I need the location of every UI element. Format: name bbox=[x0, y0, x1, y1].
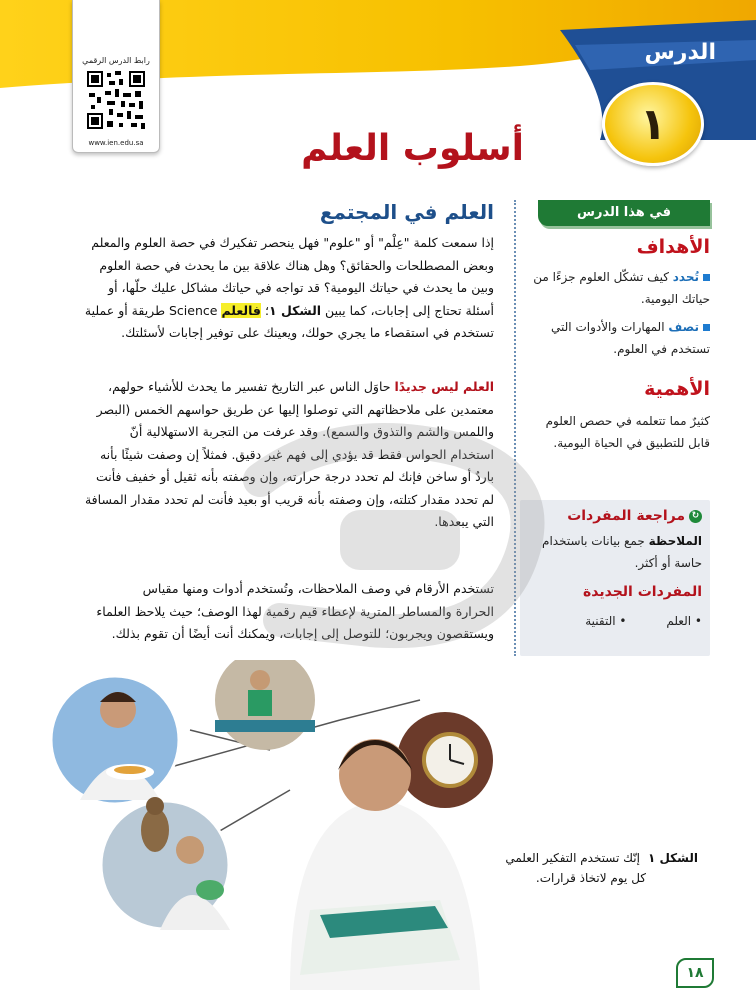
text-line: إذا سمعت كلمة "عِلْم" أو "علوم" فهل ينحصر تفكيرك في حصة العلوم والمعلم bbox=[91, 235, 494, 250]
new-vocab-item: • العلم bbox=[666, 614, 702, 628]
text-line: الحرارة والمساطر المترية لإعطاء قيم رقمية لهذا الوصف؛ حيث يلاحظ العلماء bbox=[96, 603, 494, 619]
figure-reference: الشكل ١ bbox=[268, 302, 322, 318]
lesson-number: ١ bbox=[639, 98, 667, 150]
vocab-def-text: جمع بيانات باستخدام حاسة أو أكثر. bbox=[542, 534, 702, 570]
text-line: وبين ما يحدث في حياتك اليومية؟ قد تواجه في حياتك مشاكل عليك حلّها، أو bbox=[108, 280, 494, 295]
vocab-term: الملاحظة bbox=[648, 534, 702, 548]
page-number: ١٨ bbox=[676, 958, 714, 988]
caption-line: الشكل ١إنّك تستخدم التفكير العلمي bbox=[505, 851, 698, 865]
objective-text: المهارات والأدوات التي تستخدم في العلوم. bbox=[551, 320, 710, 356]
photo-table-tennis bbox=[215, 660, 315, 750]
paragraph-1 bbox=[52, 232, 494, 345]
figure-caption bbox=[505, 848, 698, 888]
new-vocab-heading: المفردات الجديدة bbox=[583, 584, 702, 600]
text-line: العلم ليس جديدًا حاوَل الناس عبر التاريخ تفسير ما يحدث للأشياء حولهم، bbox=[108, 379, 494, 394]
objective-item bbox=[526, 316, 710, 360]
objectives-heading: الأهداف bbox=[636, 236, 710, 258]
text-line: لم تحدد مقدار كتلته، وإن وصفته بأنه قريب أو بعيد فأنت لم تحدد مقدار المسافة bbox=[84, 491, 494, 507]
page-title: أسلوب العلم bbox=[301, 128, 524, 169]
watermark-logo bbox=[220, 420, 580, 660]
qr-code-icon[interactable] bbox=[85, 69, 147, 131]
importance-text: كثيرٌ مما تتعلمه في حصص العلوم قابل للتطبيق في الحياة اليومية. bbox=[545, 414, 710, 450]
importance-heading: الأهمية bbox=[644, 378, 710, 400]
lesson-number-badge bbox=[602, 82, 704, 166]
text-line: واللمس والشم والتذوق والسمع). وقد عرفت من التجربة الاستهلالية أنّ bbox=[129, 424, 494, 439]
text-line: تستخدم الأرقام في وصف الملاحظات، وتُستخدم أدوات ومنها مقياس bbox=[142, 581, 494, 596]
text-line: باردٌ أو ساخن فإنك لم تحدد درجة حرارته، وإن وصفته بأنه ثقيل أو خفيف فأنت bbox=[96, 469, 494, 484]
text-line: أسئلة تحتاج إلى إجابات، كما يبين الشكل ١؛ فالعلم Science طريقة أو عملية bbox=[84, 302, 494, 318]
photo-clock bbox=[397, 712, 493, 808]
qr-label: رابط الدرس الرقمي bbox=[82, 56, 150, 65]
highlighted-term: فالعلم bbox=[221, 302, 261, 318]
text-line: تستخدم في استقصاء ما يجري حولك، ويعينك على توفير إجابات لأسئلتك. bbox=[121, 325, 494, 340]
text-line: وبعض المصطلحات والحقائق؟ وهل هناك علاقة بين ما يحدث في حصة العلوم bbox=[99, 257, 494, 273]
qr-url: www.ien.edu.sa bbox=[88, 139, 144, 147]
figure-illustration bbox=[40, 660, 500, 990]
text-line: ويستقصون ويجربون؛ للتوصل إلى إجابات، ويمكنك أنت أيضًا أن تقوم بذلك. bbox=[111, 626, 494, 641]
photo-falcon bbox=[101, 797, 230, 930]
figure-label: الشكل ١ bbox=[647, 851, 698, 865]
text-line: استخدام الحواس فقط قد يؤدي إلى فهم غير دقيق. فمثلاً إن وصفت شيئًا بأنه bbox=[99, 446, 494, 462]
vocab-review-heading: ↻مراجعة المفردات bbox=[528, 508, 702, 524]
bullet-square-icon bbox=[703, 324, 710, 331]
text-line: التي يبعدها. bbox=[434, 514, 494, 529]
bullet-square-icon bbox=[703, 274, 710, 281]
paragraph-lead: العلم ليس جديدًا bbox=[394, 379, 494, 394]
objective-item bbox=[526, 266, 710, 310]
objective-keyword: تُحدد bbox=[672, 270, 699, 284]
objective-keyword: تصف bbox=[668, 320, 699, 334]
section-heading: العلم في المجتمع bbox=[319, 200, 494, 224]
new-vocab-item: • التقنية bbox=[585, 614, 627, 628]
qr-card[interactable] bbox=[72, 0, 160, 153]
lesson-label: الدرس bbox=[644, 40, 716, 65]
objective-text: كيف تشكّل العلوم جزءًا من حياتك اليومية. bbox=[533, 270, 710, 306]
photo-boy-eating bbox=[51, 676, 179, 804]
review-icon: ↻ bbox=[689, 510, 702, 523]
text-line: معتمدين على ملاحظاتهم التي توصلوا إليها عن طريق حواسهم الخمس (البصر bbox=[96, 401, 494, 417]
caption-line: كل يوم لاتخاذ قرارات. bbox=[535, 871, 646, 885]
in-lesson-banner: في هذا الدرس bbox=[538, 200, 710, 226]
